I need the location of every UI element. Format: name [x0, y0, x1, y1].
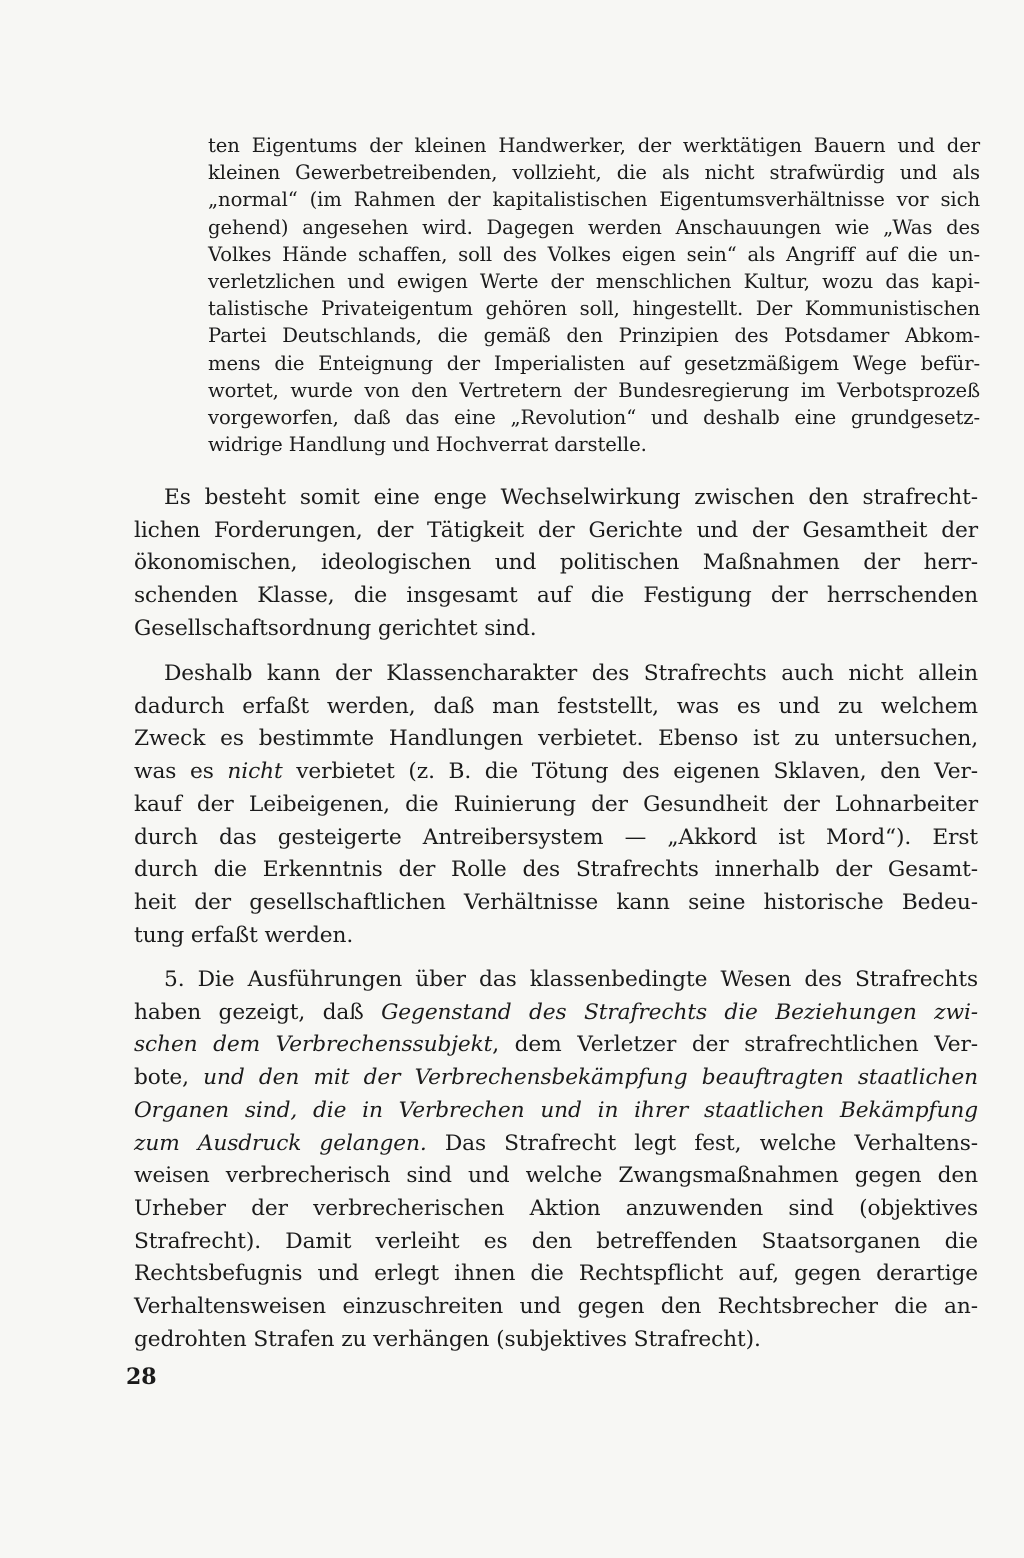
emphasis-run: Organen sind, die in Verbrechen und in ihrer staatlichen Bekämpfung [134, 1097, 978, 1123]
quote-line: gehend) angesehen wird. Dagegen werden Anschauungen wie „Was des [208, 215, 980, 239]
page-number: 28 [126, 1364, 157, 1390]
quote-line: „normal“ (im Rahmen der kapitalistischen Eigentumsverhältnisse vor sich [208, 188, 980, 212]
paragraph-line: Gesellschaftsordnung gerichtet sind. [134, 615, 537, 641]
paragraph-line: durch die Erkenntnis der Rolle des Strafrechts innerhalb der Gesamt- [134, 857, 978, 883]
quote-line: kleinen Gewerbetreibenden, vollzieht, die als nicht strafwürdig und als [208, 161, 980, 185]
text-run: Das Strafrecht legt fest, welche Verhaltens- [426, 1130, 978, 1156]
paragraph-klassencharakter [134, 658, 978, 952]
paragraph-line [134, 1128, 978, 1161]
paragraph-line: durch das gesteigerte Antreibersystem — „Akkord ist Mord“). Erst [134, 824, 978, 850]
emphasis-run: schen dem Verbrechenssubjekt [134, 1032, 493, 1058]
emphasis-nicht: nicht [227, 759, 283, 785]
text-run: , dem Verletzer der strafrechtlichen Ver- [492, 1032, 978, 1058]
quote-line: vorgeworfen, daß das eine „Revolution“ und deshalb eine grundgesetz- [208, 406, 980, 430]
paragraph-line: Verhaltensweisen einzuschreiten und gegen den Rechtsbrecher die an- [134, 1294, 978, 1320]
paragraph-line: Strafrecht). Damit verleiht es den betreffenden Staatsorganen die [134, 1228, 978, 1254]
emphasis-run: zum Ausdruck gelangen. [134, 1130, 427, 1156]
quote-line: widrige Handlung und Hochverrat darstelle. [208, 433, 647, 457]
paragraph-line: gedrohten Strafen zu verhängen (subjektives Strafrecht). [134, 1326, 761, 1352]
quote-line: ten Eigentums der kleinen Handwerker, der werktätigen Bauern und der [208, 134, 980, 157]
paragraph-line: 5. Die Ausführungen über das klassenbedingte Wesen des Strafrechts [164, 967, 978, 992]
quoted-passage [208, 132, 980, 458]
paragraph-line [134, 1029, 978, 1062]
paragraph-line: weisen verbrecherisch sind und welche Zwangsmaßnahmen gegen den [134, 1163, 978, 1189]
emphasis-run: Gegenstand des Strafrechts die Beziehungen zwi- [381, 999, 979, 1025]
paragraph-line: Deshalb kann der Klassencharakter des Strafrechts auch nicht allein [164, 661, 978, 686]
paragraph-line: tung erfaßt werden. [134, 922, 354, 948]
paragraph-line: Es besteht somit eine enge Wechselwirkung zwischen den strafrecht- [164, 485, 978, 510]
paragraph-line: Rechtsbefugnis und erlegt ihnen die Rechtspflicht auf, gegen derartige [134, 1261, 978, 1287]
paragraph-line: schenden Klasse, die insgesamt auf die Festigung der herrschenden [134, 583, 978, 609]
text-run: bote, [134, 1065, 204, 1091]
paragraph-line: Zweck es bestimmte Handlungen verbietet. Ebenso ist zu untersuchen, [134, 726, 978, 752]
paragraph-line: Urheber der verbrecherischen Aktion anzuwenden sind (objektives [134, 1195, 978, 1221]
quote-line: mens die Enteignung der Imperialisten auf gesetzmäßigem Wege befür- [208, 351, 980, 375]
quote-line: verletzlichen und ewigen Werte der menschlichen Kultur, wozu das kapi- [208, 270, 980, 294]
quote-line: talistische Privateigentum gehören soll, hingestellt. Der Kommunistischen [208, 297, 980, 321]
quote-line: Partei Deutschlands, die gemäß den Prinzipien des Potsdamer Abkom- [208, 324, 980, 348]
paragraph-gegenstand-des-strafrechts [134, 964, 978, 1356]
emphasis-run: und den mit der Verbrechensbekämpfung beauftragten staatlichen [203, 1065, 978, 1091]
paragraph-line: lichen Forderungen, der Tätigkeit der Gerichte und der Gesamtheit der [134, 517, 978, 543]
quote-line: wortet, wurde von den Vertretern der Bundesregierung im Verbotsprozeß [208, 378, 980, 402]
text-run: verbietet (z. B. die Tötung des eigenen Sklaven, den Ver- [282, 759, 978, 785]
paragraph-line: dadurch erfaßt werden, daß man feststellt, was es und zu welchem [134, 693, 978, 719]
text-run: haben gezeigt, daß [134, 999, 382, 1025]
paragraph-line [134, 1095, 978, 1128]
quote-line: Volkes Hände schaffen, soll des Volkes eigen sein“ als Angriff auf die un- [208, 242, 980, 266]
paragraph-line: heit der gesellschaftlichen Verhältnisse kann seine historische Bedeu- [134, 889, 978, 915]
paragraph-line [134, 1062, 978, 1095]
text-run: was es [134, 759, 228, 785]
paragraph-line [134, 997, 978, 1030]
paragraph-wechselwirkung [134, 482, 978, 646]
paragraph-line [134, 756, 978, 789]
paragraph-line: kauf der Leibeigenen, die Ruinierung der Gesundheit der Lohnarbeiter [134, 791, 978, 817]
paragraph-line: ökonomischen, ideologischen und politischen Maßnahmen der herr- [134, 550, 978, 576]
